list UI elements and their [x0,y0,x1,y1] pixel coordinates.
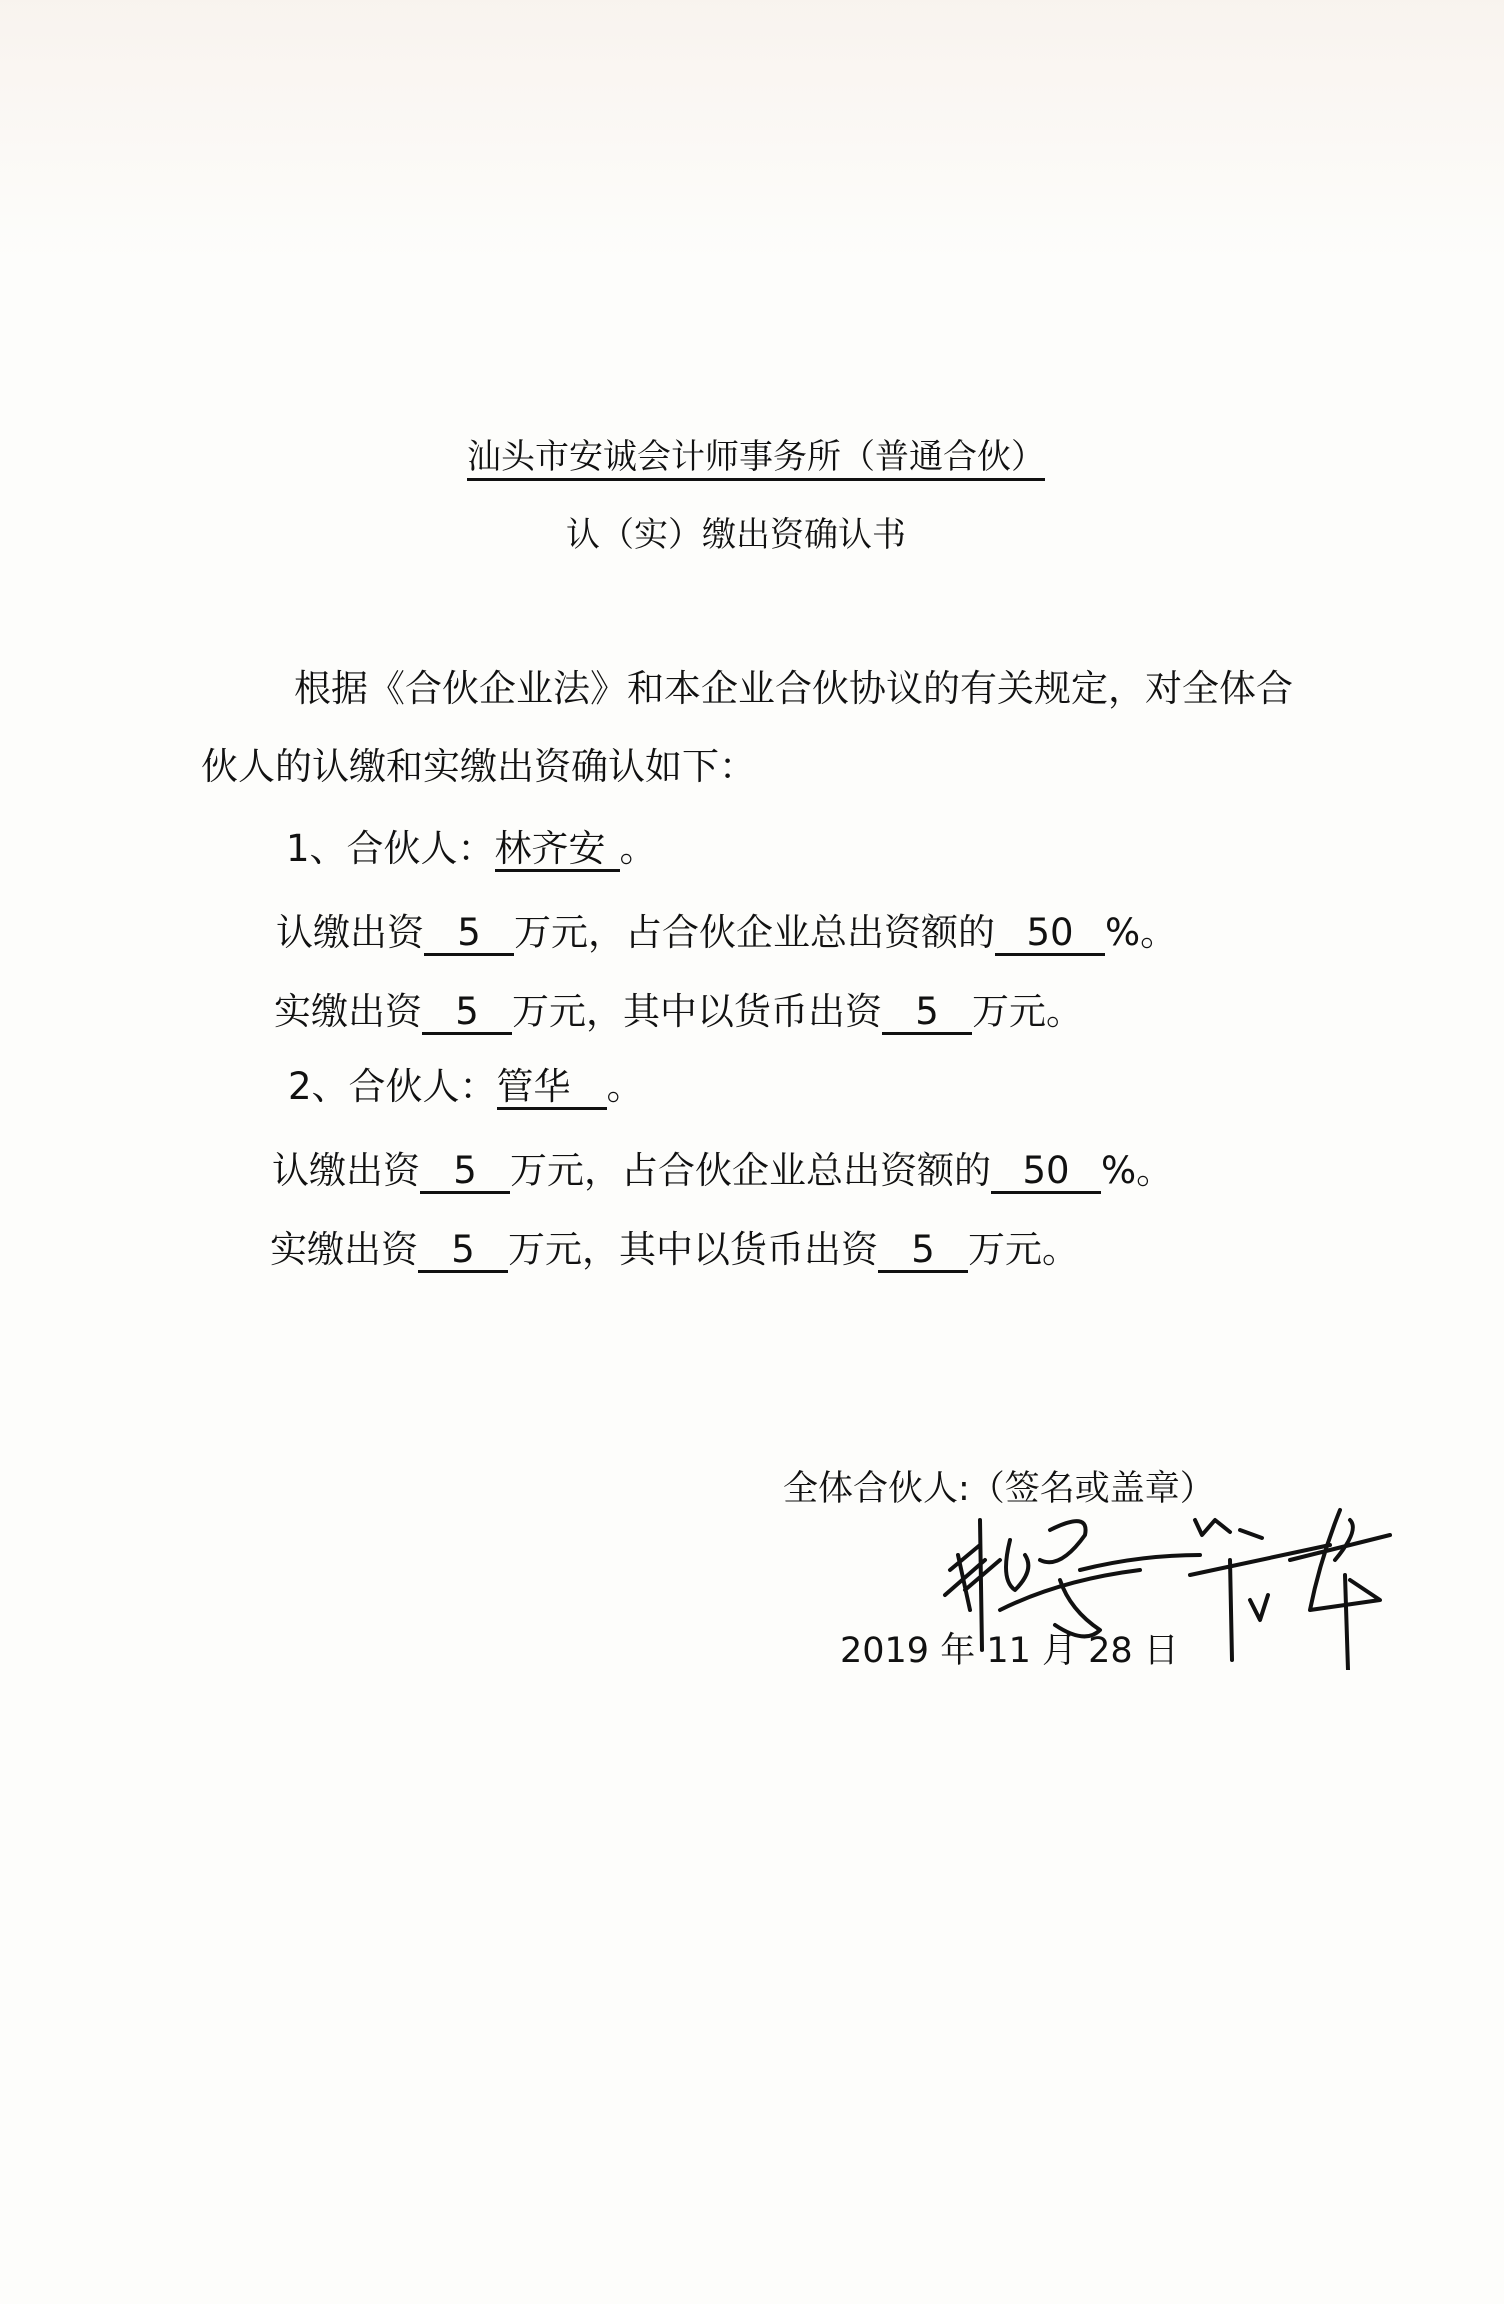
partner-prefix: 1、合伙人： [286,827,495,870]
paper-stain [0,0,1504,260]
paid-suffix: 万元。 [972,990,1083,1033]
subscribed-label: 认缴出资 [276,911,424,954]
subscribed-label: 认缴出资 [272,1149,420,1192]
document-title: 认（实）缴出资确认书 [566,515,906,555]
partner-1-subscribed [276,911,1178,956]
paid-label: 实缴出资 [270,1228,418,1271]
partner-1-header [286,827,657,872]
intro-line-2: 伙人的认缴和实缴出资确认如下： [201,745,756,788]
partner-name: 林齐安 [495,830,620,872]
signature-connector [1080,1555,1200,1570]
share-percent: 50 [991,1152,1101,1194]
subscribed-amount: 5 [420,1152,510,1194]
subscribed-mid: 万元，占合伙企业总出资额的 [510,1149,991,1192]
period: 。 [606,1065,644,1108]
paid-label: 实缴出资 [274,990,422,1033]
partner-name: 管华 [497,1068,607,1110]
period: 。 [619,827,657,870]
partner-2-paid [270,1228,1079,1273]
subscribed-mid: 万元，占合伙企业总出资额的 [514,911,995,954]
partner-2-header [288,1065,644,1110]
paid-mid: 万元，其中以货币出资 [508,1228,878,1271]
cash-amount: 5 [882,993,972,1035]
signature-guan-hua [1190,1510,1390,1670]
partner-prefix: 2、合伙人： [288,1065,497,1108]
cash-amount: 5 [878,1231,968,1273]
paid-amount: 5 [422,993,512,1035]
document-date: 2019 年 11 月 28 日 [840,1631,1179,1671]
paid-mid: 万元，其中以货币出资 [512,990,882,1033]
partner-2-subscribed [272,1149,1174,1194]
paid-suffix: 万元。 [968,1228,1079,1271]
firm-name: 汕头市安诚会计师事务所（普通合伙） [467,440,1045,481]
share-percent: 50 [995,914,1105,956]
percent-suffix: %。 [1101,1149,1174,1192]
signature-label: 全体合伙人:（签名或盖章） [783,1469,1215,1509]
partner-1-paid [274,990,1083,1035]
percent-suffix: %。 [1105,911,1178,954]
subscribed-amount: 5 [424,914,514,956]
paid-amount: 5 [418,1231,508,1273]
intro-line-1: 根据《合伙企业法》和本企业合伙协议的有关规定，对全体合 [294,667,1293,710]
